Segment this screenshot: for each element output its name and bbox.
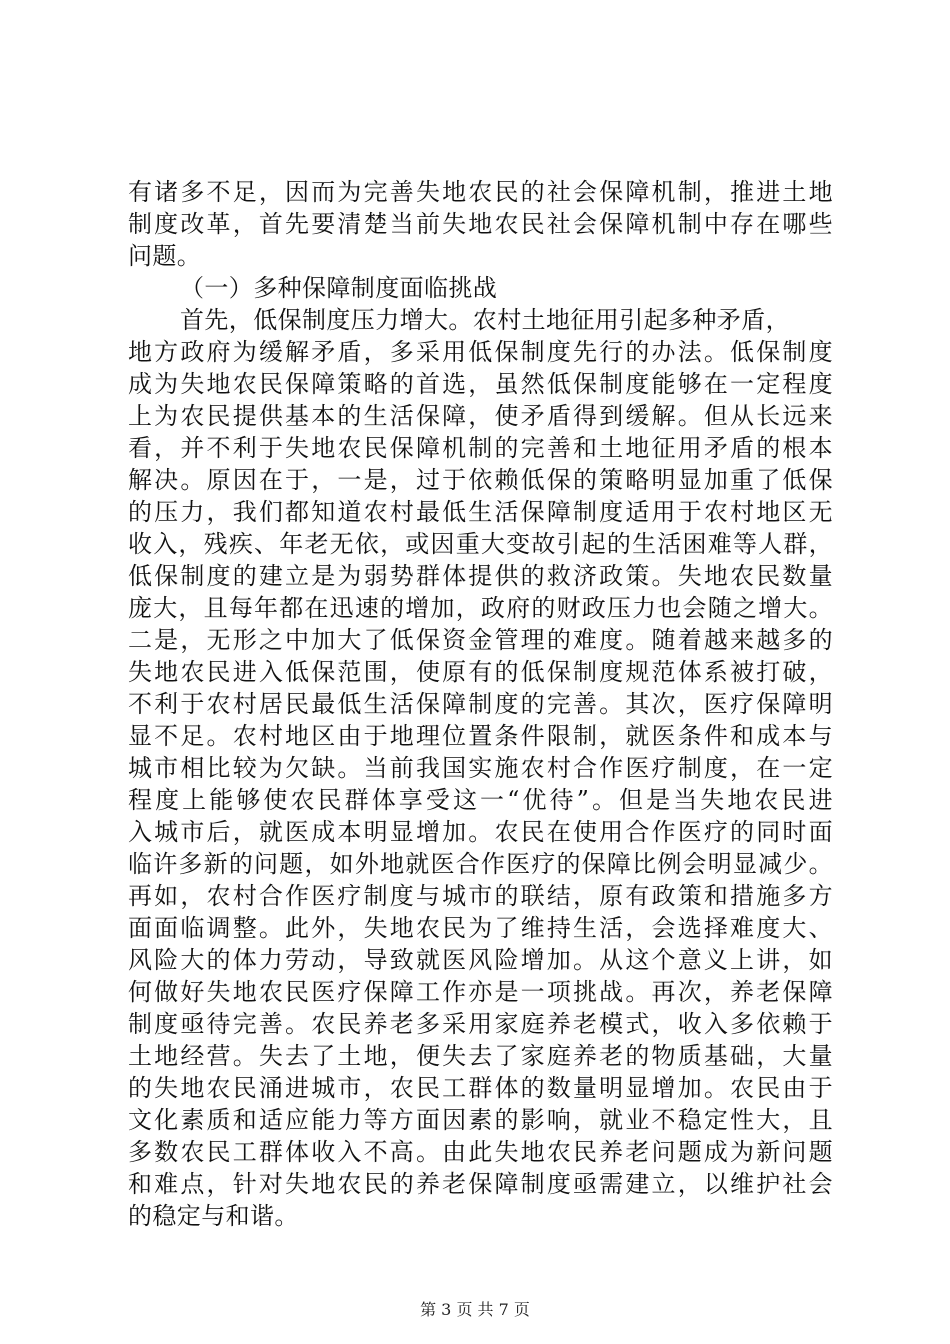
text-line: 临许多新的问题，如外地就医合作医疗的保障比例会明显减少。 xyxy=(128,850,833,878)
body-text xyxy=(128,176,833,1232)
text-line: 城市相比较为欠缺。当前我国实施农村合作医疗制度，在一定 xyxy=(128,754,833,782)
text-line: 程度上能够使农民群体享受这一“优待”。但是当失地农民进 xyxy=(128,786,833,814)
text-line: 庞大，且每年都在迅速的增加，政府的财政压力也会随之增大。 xyxy=(128,594,833,622)
text-line: 多数农民工群体收入不高。由此失地农民养老问题成为新问题 xyxy=(128,1138,833,1166)
text-line: 不利于农村居民最低生活保障制度的完善。其次，医疗保障明 xyxy=(128,690,833,718)
text-line: 二是，无形之中加大了低保资金管理的难度。随着越来越多的 xyxy=(128,626,833,654)
text-line: 低保制度的建立是为弱势群体提供的救济政策。失地农民数量 xyxy=(128,562,833,590)
text-line: 解决。原因在于，一是，过于依赖低保的策略明显加重了低保 xyxy=(128,466,833,494)
text-line: 何做好失地农民医疗保障工作亦是一项挑战。再次，养老保障 xyxy=(128,978,833,1006)
text-line: 失地农民进入低保范围，使原有的低保制度规范体系被打破， xyxy=(128,658,833,686)
text-line: 的失地农民涌进城市，农民工群体的数量明显增加。农民由于 xyxy=(128,1074,833,1102)
text-line: 看，并不利于失地农民保障机制的完善和土地征用矛盾的根本 xyxy=(128,434,833,462)
text-line: 再如，农村合作医疗制度与城市的联结，原有政策和措施多方 xyxy=(128,882,833,910)
text-line: 地方政府为缓解矛盾，多采用低保制度先行的办法。低保制度 xyxy=(128,338,833,366)
text-line: 入城市后，就医成本明显增加。农民在使用合作医疗的同时面 xyxy=(128,818,833,846)
text-line: 的稳定与和谐。 xyxy=(128,1202,299,1230)
text-line: 上为农民提供基本的生活保障，使矛盾得到缓解。但从长远来 xyxy=(128,402,833,430)
text-line: 显不足。农村地区由于地理位置条件限制，就医条件和成本与 xyxy=(128,722,833,750)
text-line: 收入，残疾、年老无依，或因重大变故引起的生活困难等人群， xyxy=(128,530,833,558)
text-line: 风险大的体力劳动，导致就医风险增加。从这个意义上讲，如 xyxy=(128,946,833,974)
text-line: 面面临调整。此外，失地农民为了维持生活，会选择难度大、 xyxy=(128,914,833,942)
text-line: 和难点，针对失地农民的养老保障制度亟需建立，以维护社会 xyxy=(128,1170,833,1198)
section-heading: （一）多种保障制度面临挑战 xyxy=(180,274,498,302)
text-line: 有诸多不足，因而为完善失地农民的社会保障机制，推进土地 xyxy=(128,178,833,206)
text-line: 制度改革，首先要清楚当前失地农民社会保障机制中存在哪些 xyxy=(128,210,833,238)
text-line: 文化素质和适应能力等方面因素的影响，就业不稳定性大，且 xyxy=(128,1106,833,1134)
text-line: 问题。 xyxy=(128,242,202,270)
text-line: 土地经营。失去了土地，便失去了家庭养老的物质基础，大量 xyxy=(128,1042,833,1070)
paragraph-start: 首先，低保制度压力增大。农村土地征用引起多种矛盾， xyxy=(180,306,790,334)
text-line: 成为失地农民保障策略的首选，虽然低保制度能够在一定程度 xyxy=(128,370,833,398)
page-number-footer: 第 3 页 共 7 页 xyxy=(420,1300,530,1319)
text-line: 制度亟待完善。农民养老多采用家庭养老模式，收入多依赖于 xyxy=(128,1010,833,1038)
text-line: 的压力，我们都知道农村最低生活保障制度适用于农村地区无 xyxy=(128,498,833,526)
